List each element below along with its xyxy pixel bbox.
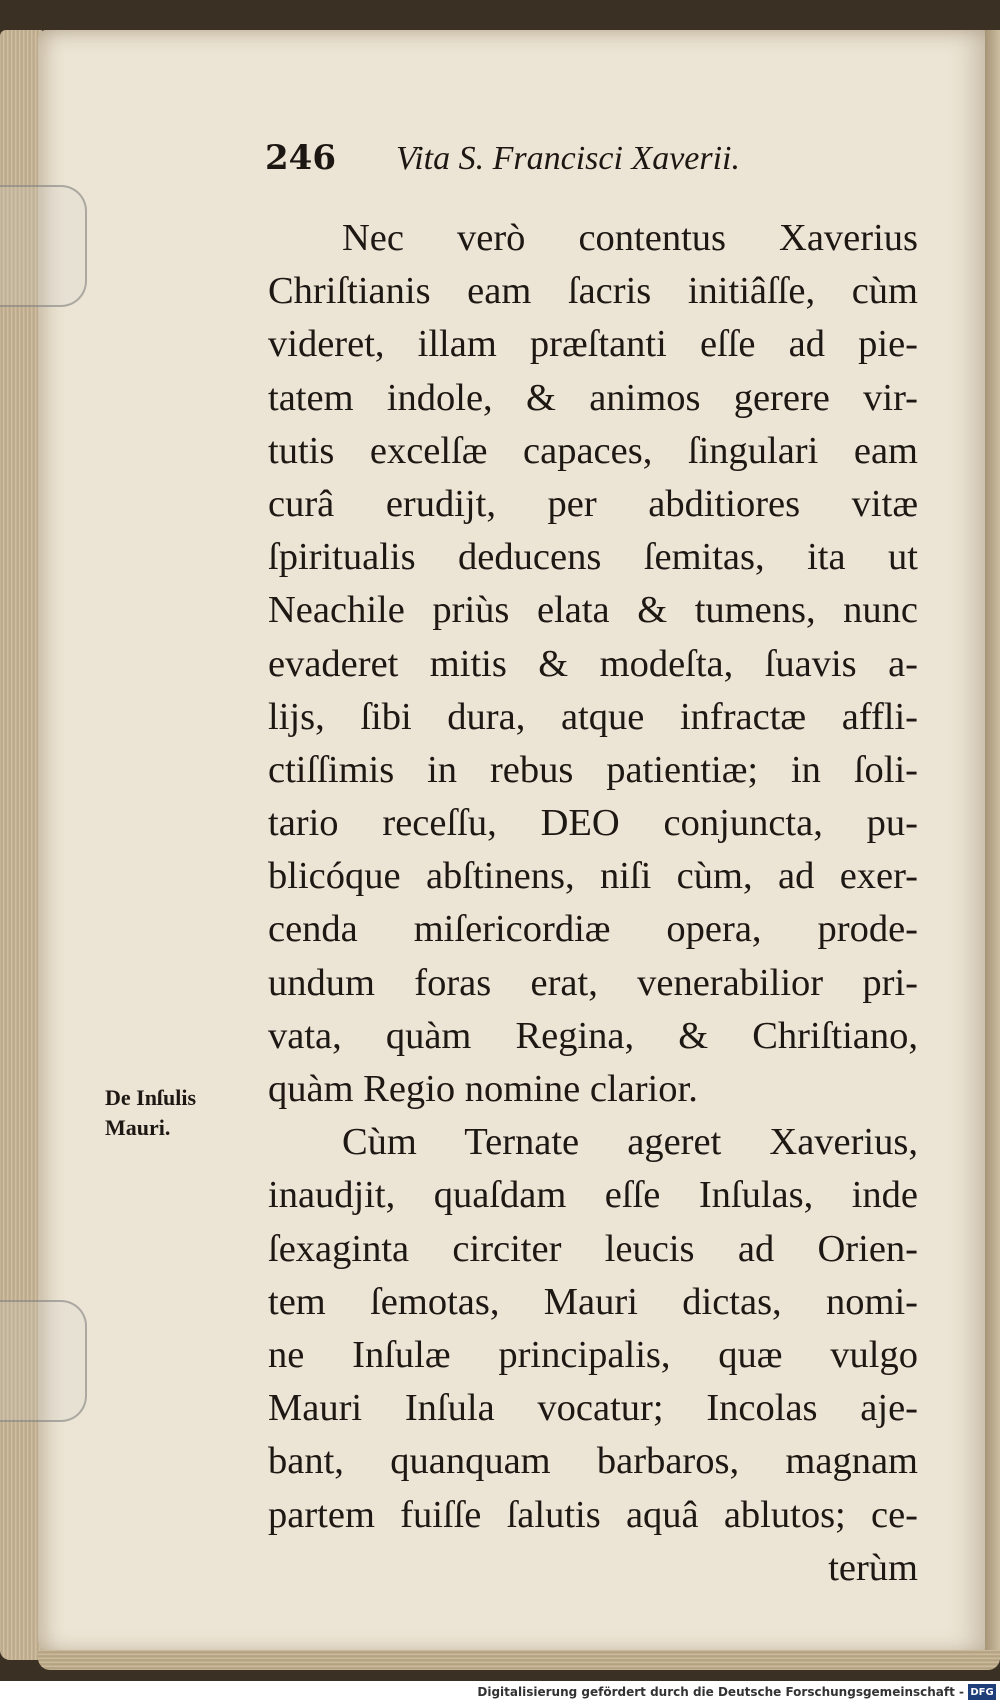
margin-note-line: Mauri. <box>105 1115 171 1140</box>
text-line: ne Inſulæ principalis, quæ vulgo <box>268 1333 918 1376</box>
text-line: lijs, ſibi dura, atque infractæ affli- <box>268 695 918 738</box>
text-line: videret, illam præſtanti eſſe ad pie- <box>268 323 918 366</box>
body-text <box>268 212 918 1595</box>
catchword: terùm <box>828 1546 918 1589</box>
page-edges-bottom <box>38 1650 1000 1670</box>
text-line: Nec verò contentus Xaverius <box>342 217 918 259</box>
text-line: Cùm Ternate ageret Xaverius, <box>342 1121 918 1164</box>
text-line: ſexaginta circiter leucis ad Orien- <box>268 1227 918 1270</box>
margin-note-line: De Inſulis <box>105 1085 197 1110</box>
holding-clip-bottom <box>0 1300 87 1422</box>
text-line: Mauri Inſula vocatur; Incolas aje- <box>268 1387 918 1430</box>
text-line: ſpiritualis deducens ſemitas, ita ut <box>268 536 918 579</box>
margin-note <box>105 1083 265 1143</box>
text-line: cenda miſericordiæ opera, prode- <box>268 908 918 951</box>
text-line: tem ſemotas, Mauri dictas, nomi- <box>268 1280 918 1323</box>
text-line: inaudjit, quaſdam eſſe Inſulas, inde <box>268 1174 918 1217</box>
page-edge-right <box>985 30 1000 1660</box>
text-line: tario receſſu, DEO conjuncta, pu- <box>268 802 918 845</box>
holding-clip-top <box>0 185 87 307</box>
text-line: ctiſſimis in rebus patientiæ; in ſoli- <box>268 748 918 791</box>
text-line: partem fuiſſe ſalutis aquâ ablutos; ce- <box>268 1493 918 1536</box>
text-line: Neachile priùs elata & tumens, nunc <box>268 589 918 632</box>
text-line: evaderet mitis & modeſta, ſuavis a- <box>268 642 918 685</box>
text-line: bant, quanquam barbaros, magnam <box>268 1440 918 1483</box>
text-line: blicóque abſtinens, niſi cùm, ad exer- <box>268 855 918 898</box>
text-line: undum foras erat, venerabilior pri- <box>268 961 918 1004</box>
text-line: curâ erudijt, per abditiores vitæ <box>268 482 918 525</box>
running-head <box>265 138 865 188</box>
text-line: tutis excelſæ capaces, ſingulari eam <box>268 429 918 472</box>
text-line: tatem indole, & animos gerere vir- <box>268 376 918 419</box>
running-title: Vita S. Francisci Xaverii. <box>395 140 741 177</box>
footer-credit: Digitalisierung gefördert durch die Deutsche Forschungsgemeinschaft - <box>477 1685 964 1699</box>
dfg-logo-icon: DFG <box>968 1684 996 1700</box>
text-line: Chriſtianis eam ſacris initiâſſe, cùm <box>268 270 918 313</box>
text-line: quàm Regio nomine clarior. <box>268 1068 698 1110</box>
text-line: vata, quàm Regina, & Chriſtiano, <box>268 1014 918 1057</box>
page-number: 246 <box>265 138 336 178</box>
